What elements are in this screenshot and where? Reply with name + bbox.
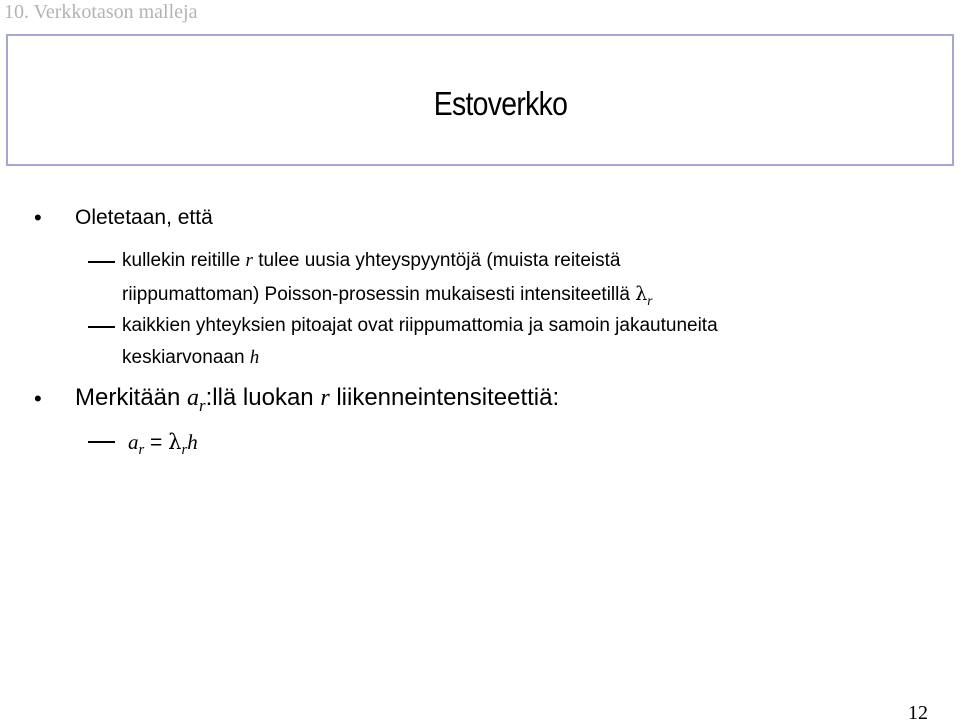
var-a: a	[187, 385, 200, 411]
lambda-subscript: r	[647, 292, 653, 308]
dash-icon	[88, 441, 115, 443]
page-number: 12	[908, 702, 928, 724]
sub1-line1	[122, 249, 620, 273]
sub1-line2	[122, 282, 652, 308]
sub2-line1: kaikkien yhteyksien pitoajat ovat riippumattomia ja samoin jakautuneita	[122, 315, 718, 336]
dash-icon	[88, 261, 115, 263]
formula-lambda-subscript: r	[181, 442, 188, 459]
sub2-line2	[122, 346, 259, 370]
var-r: r	[245, 250, 253, 271]
sub1-text-part2: tulee uusia yhteyspyyntöjä (muista reiteistä	[252, 250, 621, 271]
formula-a-subscript: r	[138, 442, 145, 459]
formula-var-h: h	[187, 430, 198, 454]
var-r: r	[320, 385, 330, 411]
lambda-symbol: λ	[635, 283, 648, 305]
bullet1-text: Oletetaan, että	[75, 206, 213, 229]
dash-icon	[88, 326, 115, 328]
bullet-icon: •	[34, 386, 42, 411]
bullet2-part1: Merkitään	[75, 384, 188, 411]
slide-title: Estoverkko	[433, 85, 567, 122]
sub1-line2-text: riippumattoman) Poisson-prosessin mukaisesti intensiteetillä	[122, 284, 636, 305]
bullet2-part2: :llä luokan	[205, 384, 321, 411]
section-label: 10. Verkkotason malleja	[4, 1, 198, 23]
formula-lambda: λ	[168, 430, 182, 454]
sub1-text-part1: kullekin reitille	[122, 250, 246, 271]
a-subscript: r	[199, 395, 206, 415]
var-h: h	[249, 347, 260, 368]
bullet2-part3: liikenneintensiteettiä:	[329, 384, 560, 411]
formula-line	[128, 429, 198, 458]
formula-equals: =	[144, 431, 169, 454]
bullet-icon: •	[34, 205, 42, 230]
bullet2-text	[75, 384, 559, 414]
sub2-line2-text: keskiarvonaan	[122, 347, 250, 368]
formula-var-a: a	[128, 430, 139, 454]
